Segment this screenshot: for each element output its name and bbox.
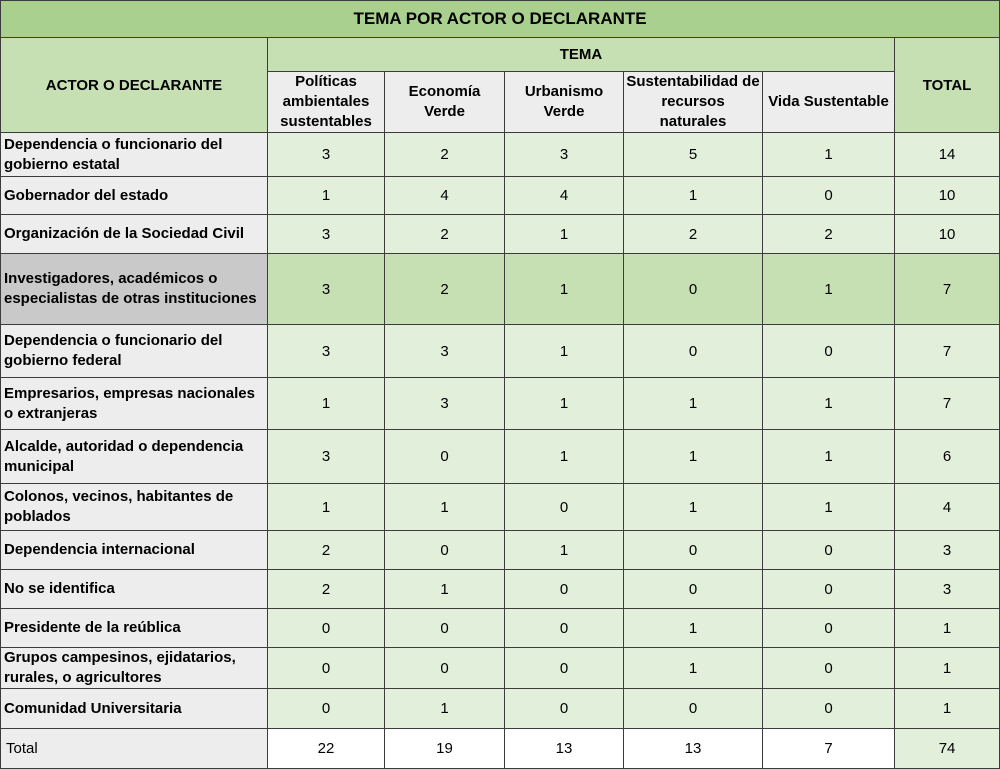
row-total-cell: 10 <box>895 215 1000 254</box>
table-row <box>1 325 1000 378</box>
value-cell: 0 <box>268 609 385 648</box>
value-cell: 0 <box>505 484 624 531</box>
total-column-header: TOTAL <box>895 38 1000 133</box>
table-row <box>1 689 1000 729</box>
value-cell: 1 <box>624 609 763 648</box>
table-row <box>1 215 1000 254</box>
value-cell: 3 <box>268 325 385 378</box>
actor-cell: Dependencia internacional <box>1 531 268 570</box>
value-cell: 0 <box>763 689 895 729</box>
column-header-sustentabilidad: Sustentabilidad de recursos naturales <box>624 72 763 133</box>
grand-total-cell: 74 <box>895 729 1000 769</box>
value-cell: 1 <box>763 484 895 531</box>
value-cell: 4 <box>385 177 505 215</box>
table-row <box>1 133 1000 177</box>
value-cell: 0 <box>505 648 624 689</box>
totals-row <box>1 729 1000 769</box>
table-row <box>1 531 1000 570</box>
value-cell: 1 <box>763 378 895 430</box>
actor-cell: Colonos, vecinos, habitantes de poblados <box>1 484 268 531</box>
value-cell: 1 <box>505 215 624 254</box>
value-cell: 0 <box>385 609 505 648</box>
value-cell: 2 <box>763 215 895 254</box>
value-cell: 1 <box>505 254 624 325</box>
actor-cell: Comunidad Universitaria <box>1 689 268 729</box>
value-cell: 1 <box>268 484 385 531</box>
value-cell: 1 <box>505 325 624 378</box>
value-cell: 3 <box>268 133 385 177</box>
value-cell: 0 <box>763 531 895 570</box>
value-cell: 3 <box>385 378 505 430</box>
actor-cell: Empresarios, empresas nacionales o extranjeras <box>1 378 268 430</box>
value-cell: 3 <box>268 215 385 254</box>
value-cell: 1 <box>385 484 505 531</box>
value-cell: 3 <box>385 325 505 378</box>
actor-cell: Dependencia o funcionario del gobierno estatal <box>1 133 268 177</box>
value-cell: 0 <box>624 325 763 378</box>
table-row <box>1 378 1000 430</box>
table-row <box>1 430 1000 484</box>
value-cell: 1 <box>505 378 624 430</box>
value-cell: 1 <box>624 484 763 531</box>
row-total-cell: 6 <box>895 430 1000 484</box>
value-cell: 0 <box>624 531 763 570</box>
value-cell: 0 <box>763 177 895 215</box>
value-cell: 1 <box>385 689 505 729</box>
value-cell: 0 <box>385 430 505 484</box>
totals-cell: 13 <box>624 729 763 769</box>
value-cell: 2 <box>385 254 505 325</box>
value-cell: 0 <box>385 531 505 570</box>
totals-cell: 13 <box>505 729 624 769</box>
value-cell: 0 <box>505 570 624 609</box>
value-cell: 0 <box>763 325 895 378</box>
table-body <box>1 133 1000 729</box>
value-cell: 1 <box>624 177 763 215</box>
value-cell: 0 <box>505 609 624 648</box>
table-row <box>1 609 1000 648</box>
value-cell: 0 <box>385 648 505 689</box>
value-cell: 3 <box>505 133 624 177</box>
value-cell: 1 <box>268 378 385 430</box>
actor-cell: Grupos campesinos, ejidatarios, rurales, o agricultores <box>1 648 268 689</box>
value-cell: 2 <box>385 133 505 177</box>
row-total-cell: 10 <box>895 177 1000 215</box>
value-cell: 1 <box>763 254 895 325</box>
value-cell: 0 <box>624 254 763 325</box>
actor-cell: Organización de la Sociedad Civil <box>1 215 268 254</box>
table-row <box>1 177 1000 215</box>
column-header-economia: Economía Verde <box>385 72 505 133</box>
totals-cell: 7 <box>763 729 895 769</box>
row-total-cell: 1 <box>895 648 1000 689</box>
row-total-cell: 3 <box>895 531 1000 570</box>
totals-label: Total <box>1 729 268 769</box>
table-title: TEMA POR ACTOR O DECLARANTE <box>1 1 1000 38</box>
row-total-cell: 3 <box>895 570 1000 609</box>
value-cell: 3 <box>268 430 385 484</box>
actor-cell: Alcalde, autoridad o dependencia municipal <box>1 430 268 484</box>
value-cell: 3 <box>268 254 385 325</box>
value-cell: 1 <box>385 570 505 609</box>
value-cell: 1 <box>763 133 895 177</box>
value-cell: 0 <box>624 570 763 609</box>
value-cell: 0 <box>763 609 895 648</box>
value-cell: 2 <box>385 215 505 254</box>
tema-group-header: TEMA <box>268 38 895 72</box>
value-cell: 1 <box>624 378 763 430</box>
value-cell: 1 <box>624 430 763 484</box>
row-total-cell: 7 <box>895 325 1000 378</box>
column-header-urbanismo: Urbanismo Verde <box>505 72 624 133</box>
value-cell: 1 <box>624 648 763 689</box>
value-cell: 4 <box>505 177 624 215</box>
row-total-cell: 1 <box>895 689 1000 729</box>
row-total-cell: 7 <box>895 254 1000 325</box>
actor-column-header: ACTOR O DECLARANTE <box>1 38 268 133</box>
table-row <box>1 254 1000 325</box>
actor-cell: Gobernador del estado <box>1 177 268 215</box>
value-cell: 2 <box>268 570 385 609</box>
column-header-politicas: Políticas ambientales sustentables <box>268 72 385 133</box>
value-cell: 0 <box>624 689 763 729</box>
table-row <box>1 648 1000 689</box>
totals-cell: 19 <box>385 729 505 769</box>
value-cell: 1 <box>268 177 385 215</box>
actor-cell: Dependencia o funcionario del gobierno federal <box>1 325 268 378</box>
totals-cell: 22 <box>268 729 385 769</box>
value-cell: 0 <box>268 689 385 729</box>
value-cell: 1 <box>505 531 624 570</box>
value-cell: 2 <box>624 215 763 254</box>
actor-cell: Presidente de la reública <box>1 609 268 648</box>
row-total-cell: 4 <box>895 484 1000 531</box>
value-cell: 2 <box>268 531 385 570</box>
value-cell: 0 <box>505 689 624 729</box>
value-cell: 0 <box>763 648 895 689</box>
row-total-cell: 14 <box>895 133 1000 177</box>
column-header-vida: Vida Sustentable <box>763 72 895 133</box>
table-row <box>1 484 1000 531</box>
row-total-cell: 1 <box>895 609 1000 648</box>
actor-cell: Investigadores, académicos o especialistas de otras instituciones <box>1 254 268 325</box>
value-cell: 1 <box>505 430 624 484</box>
value-cell: 1 <box>763 430 895 484</box>
table-row <box>1 570 1000 609</box>
value-cell: 5 <box>624 133 763 177</box>
actor-cell: No se identifica <box>1 570 268 609</box>
value-cell: 0 <box>268 648 385 689</box>
value-cell: 0 <box>763 570 895 609</box>
row-total-cell: 7 <box>895 378 1000 430</box>
